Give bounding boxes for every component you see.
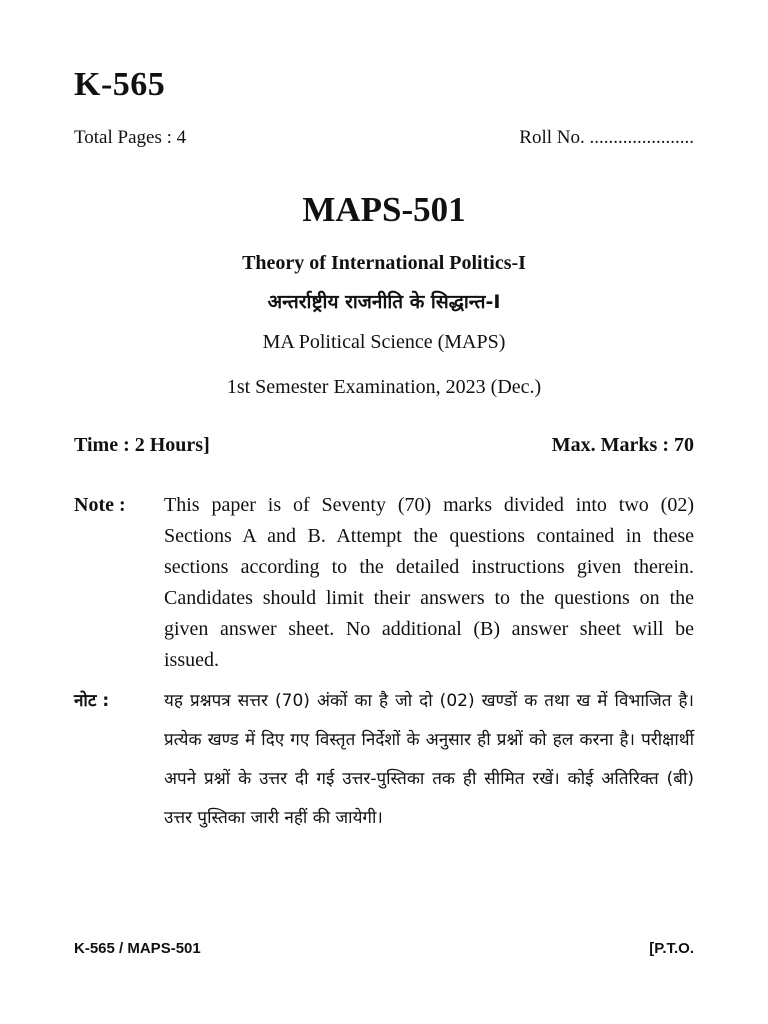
note-hindi xyxy=(74,682,694,838)
page-footer xyxy=(74,940,694,957)
course-title-hindi: अन्तर्राष्ट्रीय राजनीति के सिद्धान्त-I xyxy=(267,291,501,313)
note-text-english: This paper is of Seventy (70) marks divided into two (02) Sections A and B. Attempt the questions contained in these sections according to the detailed instructions given therein. Candidates should limit their answers to the questions on the given answer sheet. No additional (B) answer sheet will be issued. xyxy=(164,494,694,671)
total-pages: Total Pages : 4 xyxy=(74,127,187,148)
footer-code: K-565 / MAPS-501 xyxy=(74,940,201,957)
header-meta-row xyxy=(74,127,694,149)
semester-exam-line: 1st Semester Examination, 2023 (Dec.) xyxy=(226,376,542,398)
paper-code: K-565 xyxy=(74,66,166,103)
programme-name: MA Political Science (MAPS) xyxy=(262,331,506,353)
max-marks: Max. Marks : 70 xyxy=(551,434,694,456)
roll-number-field: Roll No. ...................... xyxy=(519,127,694,148)
exam-paper-page xyxy=(74,0,694,1024)
please-turn-over: [P.T.O. xyxy=(649,940,694,957)
note-label-hindi: नोट : xyxy=(74,691,110,711)
note-english xyxy=(74,490,694,676)
exam-time: Time : 2 Hours] xyxy=(74,434,210,456)
note-text-hindi: यह प्रश्नपत्र सत्तर (70) अंकों का है जो दो (02) खण्डों क तथा ख में विभाजित है। प्रत्येक खण्ड में दिए गए विस्तृत निर्देशों के अनुसार ही प्रश्नों को हल करना है। परीक्षार्थी अपने प्रश्नों के उत्तर दी गई उत्तर-पुस्तिका तक ही सीमित रखें। कोई अतिरिक्त (बी) उत्तर पुस्तिका जारी नहीं की जायेगी। xyxy=(164,691,694,828)
time-marks-row xyxy=(74,434,694,457)
note-label-english: Note : xyxy=(74,494,126,516)
course-title-english: Theory of International Politics-I xyxy=(242,252,526,274)
course-code: MAPS-501 xyxy=(302,190,466,229)
